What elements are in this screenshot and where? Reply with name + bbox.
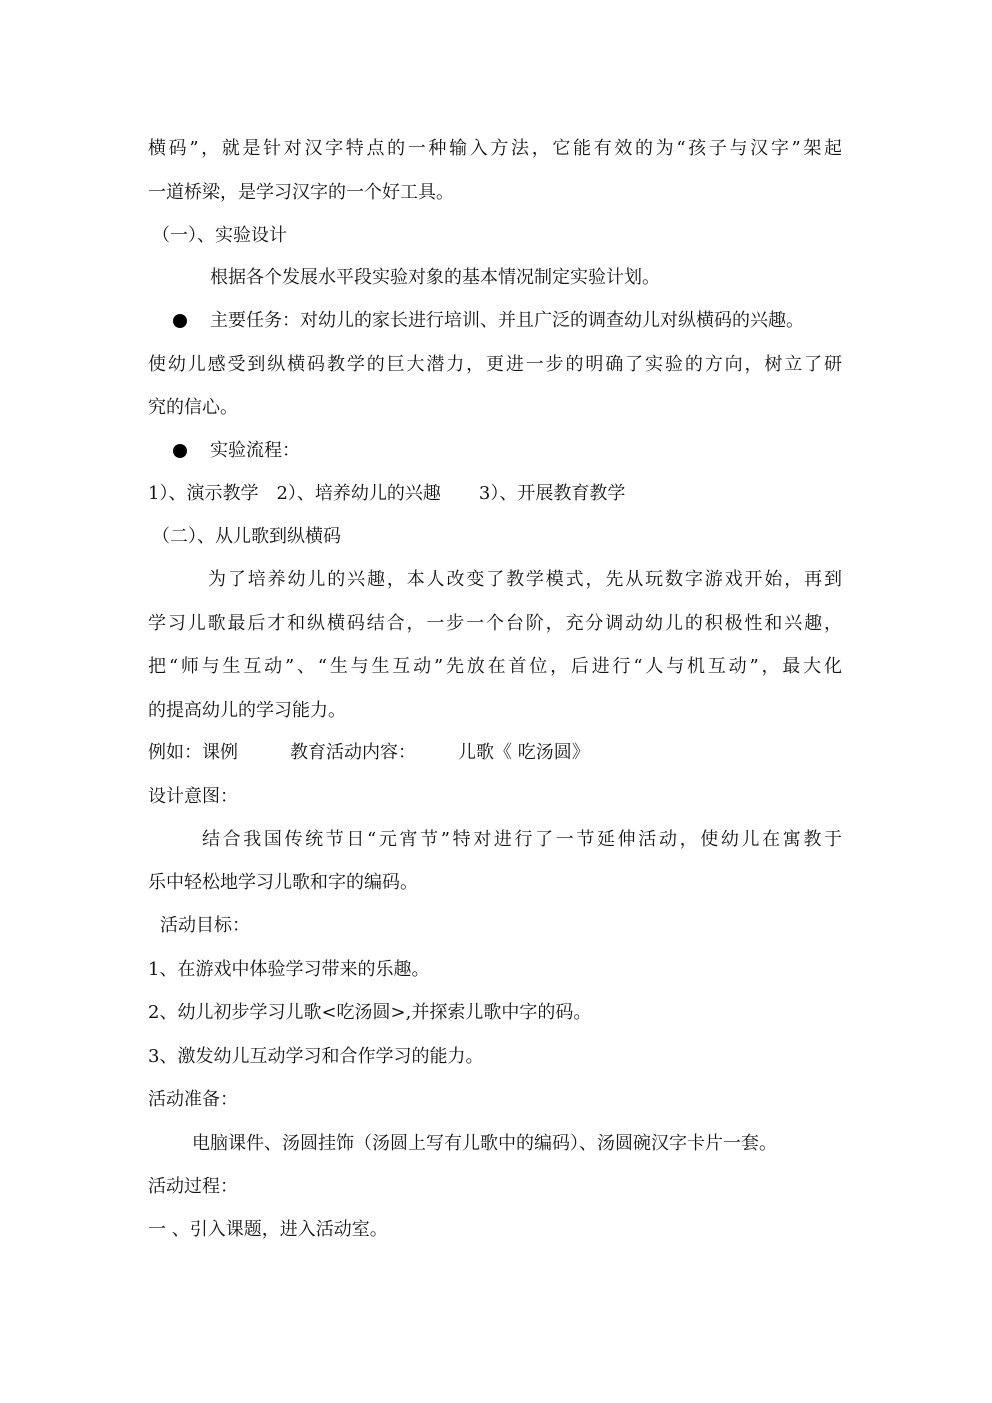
section-label: 设计意图： xyxy=(148,786,238,807)
paragraph-line: 一道桥梁，是学习汉字的一个好工具。 xyxy=(148,182,454,203)
flow-step: 3）、开展教育教学 xyxy=(478,483,626,504)
list-label: 实验流程： xyxy=(210,440,300,461)
paragraph-line: 的提高幼儿的学习能力。 xyxy=(148,700,346,721)
example-label: 教育活动内容： xyxy=(290,742,416,763)
paragraph-line: 为了培养幼儿的兴趣，本人改变了教学模式，先从玩数字游戏开始，再到 xyxy=(208,569,842,590)
paragraph-line: 横码”，就是针对汉字特点的一种输入方法，它能有效的为“孩子与汉字”架起 xyxy=(148,138,842,159)
list-item xyxy=(148,482,848,506)
example-title: 儿歌《 吃汤圆》 xyxy=(458,742,590,763)
flow-step: 1）、演示教学 xyxy=(148,483,259,504)
example-label: 例如：课例 xyxy=(148,742,238,763)
paragraph-line: 结合我国传统节日“元宵节”特对进行了一节延伸活动，使幼儿在寓教于 xyxy=(202,829,842,850)
list-item: 2、幼儿初步学习儿歌<吃汤圆>,并探索儿歌中字的码。 xyxy=(148,1002,592,1023)
list-item: 3、激发幼儿互动学习和合作学习的能力。 xyxy=(148,1046,484,1067)
paragraph-line: 学习儿歌最后才和纵横码结合，一步一个台阶，充分调动幼儿的积极性和兴趣， xyxy=(148,613,842,634)
paragraph-line: 电脑课件、汤圆挂饰（汤圆上写有儿歌中的编码）、汤圆碗汉字卡片一套。 xyxy=(192,1133,777,1154)
paragraph-line: 把“师与生互动”、“生与生互动”先放在首位，后进行“人与机互动”，最大化 xyxy=(148,656,842,677)
section-heading: （一）、实验设计 xyxy=(152,225,287,246)
section-label: 活动准备： xyxy=(148,1089,238,1110)
bullet-icon xyxy=(173,444,187,458)
paragraph-line: 根据各个发展水平段实验对象的基本情况制定实验计划。 xyxy=(210,267,660,288)
paragraph-line: 使幼儿感受到纵横码教学的巨大潜力，更进一步的明确了实验的方向，树立了研 xyxy=(148,354,842,375)
list-item: 1、在游戏中体验学习带来的乐趣。 xyxy=(148,959,430,980)
paragraph-line: 乐中轻松地学习儿歌和字的编码。 xyxy=(148,872,418,893)
paragraph-line: 主要任务：对幼儿的家长进行培训、并且广泛的调查幼儿对纵横码的兴趣。 xyxy=(210,310,804,331)
paragraph-line: 究的信心。 xyxy=(148,397,238,418)
bullet-icon xyxy=(173,314,187,328)
example-line xyxy=(148,741,848,765)
section-label: 活动目标： xyxy=(160,915,250,936)
section-label: 活动过程： xyxy=(148,1176,238,1197)
list-item: 一 、引入课题，进入活动室。 xyxy=(148,1219,388,1240)
flow-step: 2）、培养幼儿的兴趣 xyxy=(276,483,441,504)
section-heading: （二）、从儿歌到纵横码 xyxy=(152,526,341,547)
